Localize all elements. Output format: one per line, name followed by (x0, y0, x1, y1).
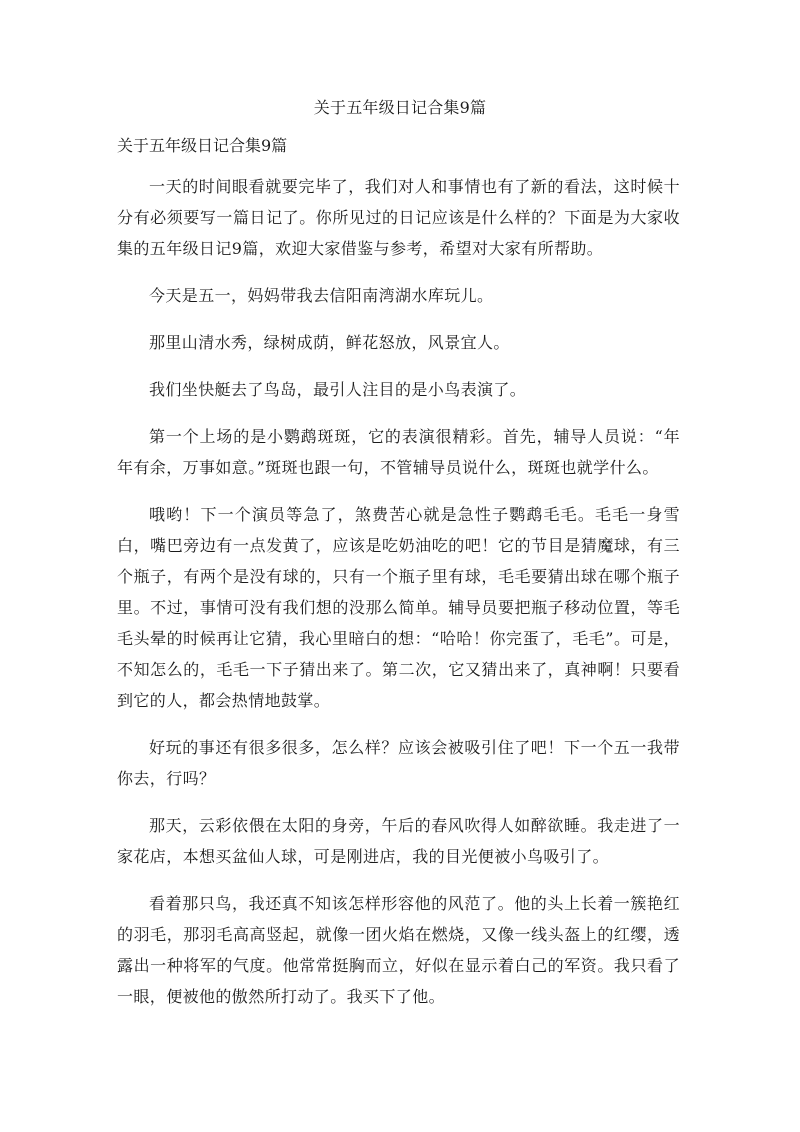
paragraph: 我们坐快艇去了鸟岛，最引人注目的是小鸟表演了。 (149, 380, 527, 399)
paragraph: 看着那只鸟，我还真不知该怎样形容他的风范了。他的头上长着一簇艳红的羽毛，那羽毛高高竖起，就像一团火焰在燃烧，又像一线头盔上的红缨，透露出一种将军的气度。他常常挺胸而立，好似在显示着白己的军资。我只看了一眼，便被他的傲然所打动了。我买下了他。 (117, 894, 680, 1006)
paragraph: 今天是五一，妈妈带我去信阳南湾湖水库玩儿。 (149, 286, 494, 305)
document-title: 关于五年级日记合集9篇 (313, 98, 487, 117)
document-subtitle: 关于五年级日记合集9篇 (117, 136, 288, 155)
paragraph-intro: 一天的时间眼看就要完毕了，我们对人和事情也有了新的看法，这时候十分有必须要写一篇日记了。你所见过的日记应该是什么样的？下面是为大家收集的五年级日记9篇，欢迎大家借鉴与参考，希望对大家有所帮助。 (117, 177, 680, 258)
paragraph: 那里山清水秀，绿树成荫，鲜花怒放，风景宜人。 (149, 333, 510, 352)
paragraph: 好玩的事还有很多很多，怎么样？应该会被吸引住了吧！下一个五一我带你去，行吗？ (117, 738, 680, 788)
paragraph: 哦哟！下一个演员等急了，煞费苦心就是急性子鹦鹉毛毛。毛毛一身雪白，嘴巴旁边有一点发黄了，应该是吃奶油吃的吧！它的节目是猜魔球，有三个瓶子，有两个是没有球的，只有一个瓶子里有球，毛毛要猜出球在哪个瓶子里。不过，事情可没有我们想的没那么简单。辅导员要把瓶子移动位置，等毛毛头晕的时候再让它猜，我心里暗白的想：“哈哈！你完蛋了，毛毛”。可是，不知怎么的，毛毛一下子猜出来了。第二次，它又猜出来了，真神啊！只要看到它的人，都会热情地鼓掌。 (117, 505, 680, 710)
paragraph: 那天，云彩依偎在太阳的身旁，午后的春风吹得人如醉欲睡。我走进了一家花店，本想买盆仙人球，可是刚进店，我的目光便被小鸟吸引了。 (117, 816, 680, 866)
document-body (117, 171, 680, 1028)
paragraph: 第一个上场的是小鹦鹉斑斑，它的表演很精彩。首先，辅导人员说：“年年有余，万事如意。”斑斑也跟一句，不管辅导员说什么，斑斑也就学什么。 (117, 427, 680, 477)
